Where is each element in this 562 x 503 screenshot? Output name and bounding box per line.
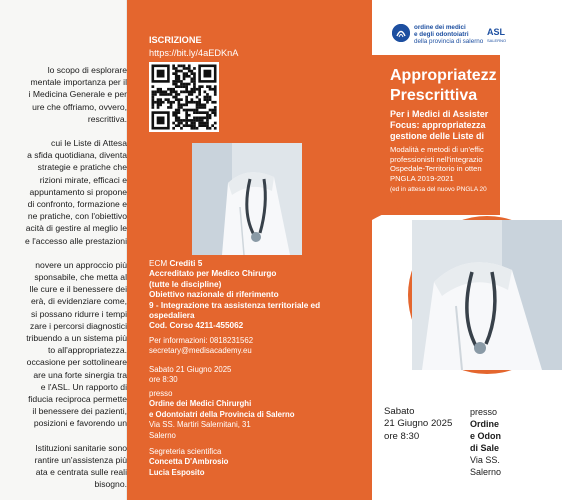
- segreteria-name: Concetta D'Ambrosio: [149, 457, 229, 467]
- event-subtitle-line: gestione delle Liste di: [390, 131, 485, 141]
- logo-line: e degli odontoiatri: [414, 31, 469, 39]
- event-description-line: Ospedale-Territorio in otten: [390, 164, 482, 174]
- qr-code-icon[interactable]: [149, 62, 219, 132]
- date-section: [149, 365, 231, 386]
- right-venue-line: e Odon: [470, 431, 501, 441]
- right-date: 21 Giugno 2025: [384, 418, 453, 430]
- segreteria-section: [149, 447, 228, 478]
- doctor-photo-large: [412, 220, 562, 370]
- event-title: [390, 66, 497, 106]
- right-venue-line: presso: [470, 407, 498, 417]
- venue-name: e Odontoiatri della Provincia di Salerno: [149, 409, 295, 419]
- ecm-section: [149, 259, 320, 332]
- event-description-line: Modalità e metodi di un'effic: [390, 145, 484, 154]
- intro-paragraph-4: Istituzioni sanitarie sono rantire un'assistenza più ata e centrata sulle reali bisogno.: [34, 442, 127, 490]
- right-panel: [372, 0, 507, 500]
- event-date: Sabato 21 Giugno 2025: [149, 365, 232, 374]
- ecm-line: Accreditato per Medico Chirurgo: [149, 269, 277, 279]
- event-subtitle-line: Per i Medici di Assister: [390, 109, 489, 119]
- iscrizione-title: ISCRIZIONE: [149, 35, 202, 45]
- segreteria-title: Segreteria scientifica: [149, 447, 222, 456]
- event-description-line: PNGLA 2019-2021: [390, 173, 454, 183]
- event-note: (ed in attesa del nuovo PNGLA 20: [390, 186, 487, 193]
- ecm-credits: Crediti 5: [169, 259, 203, 268]
- asl-subtitle: SALERNO: [487, 38, 507, 43]
- intro-paragraph-1: lo scopo di esplorare mentale importanza per il i Medicina Generale e per ure che offriamo, ovvero, rescrittiva.: [28, 65, 127, 124]
- right-venue-section: [470, 406, 501, 478]
- right-venue-line: Via SS.: [470, 455, 500, 465]
- event-subtitle-line: Focus: appropriatezza: [390, 120, 486, 130]
- right-venue-line: di Sale: [470, 443, 500, 453]
- iscrizione-link[interactable]: https://bit.ly/4aEDKnA: [149, 48, 239, 58]
- ecm-line: 9 - Integrazione tra assistenza territoriale ed: [149, 300, 321, 310]
- intro-text: [0, 64, 127, 503]
- doctor-photo-small: [192, 143, 302, 255]
- event-subtitle: [390, 109, 488, 142]
- ecm-course-code: Cod. Corso 4211-455062: [149, 321, 244, 331]
- asl-logo: ASL: [487, 27, 505, 37]
- ecm-line: Obiettivo nazionale di riferimento: [149, 290, 279, 300]
- info-phone: Per informazioni: 0818231562: [149, 336, 254, 345]
- event-description: [390, 145, 484, 183]
- right-venue-line: Salerno: [470, 467, 502, 477]
- right-venue-line: Ordine: [470, 419, 500, 429]
- event-description-line: professionisti nell'integrazio: [390, 154, 483, 164]
- ecm-line: (tutte le discipline): [149, 279, 222, 289]
- logo-line: ordine dei medici: [414, 24, 466, 31]
- ecm-header: [149, 259, 320, 269]
- medical-order-logo-icon: [392, 24, 410, 42]
- left-panel: [0, 0, 127, 500]
- info-email[interactable]: secretary@medisacademy.eu: [149, 346, 252, 356]
- intro-paragraph-3: novere un approccio più sponsabile, che metta al lle cure e il benessere dei erà, di evidenziare come, si possano ridurre i tempi zare i percorsi diagnostici tribuendo a un sistema più to all'appropriatezza. occasione per sottolineare are una forte sinergia tra e l'ASL. Un rapporto di fiducia reciproca permette il benessere dei pazienti, posizioni e favorendo un: [26, 259, 127, 429]
- segreteria-name: Lucia Esposito: [149, 467, 205, 477]
- venue-name: Ordine dei Medici Chirurghi: [149, 399, 252, 409]
- logo-line: della provincia di salerno: [414, 38, 484, 46]
- intro-paragraph-2: cui le Liste di Attesa a sfida quotidiana, diventa strategie e pratiche che rizioni mirate, efficaci e appuntamento si propone di confronto, formazione e ne pratiche, con l'obiettivo acità di gestire al meglio le e l'accesso alle prestazioni: [25, 138, 127, 246]
- venue-section: [149, 389, 295, 441]
- event-time: ore 8:30: [149, 375, 178, 385]
- right-time: ore 8:30: [384, 430, 420, 442]
- venue-prefix: presso: [149, 389, 173, 398]
- event-title-line: Appropriatezz: [390, 67, 497, 84]
- event-title-line: Prescrittiva: [390, 87, 478, 104]
- right-date-section: [384, 406, 452, 443]
- middle-panel: [127, 0, 372, 500]
- venue-city: Salerno: [149, 430, 176, 440]
- ecm-line: ospedaliera: [149, 311, 195, 321]
- right-date-day: Sabato: [384, 406, 415, 417]
- info-section: [149, 336, 253, 357]
- venue-address: Via SS. Martiri Salernitani, 31: [149, 420, 251, 430]
- ecm-label: ECM: [149, 259, 168, 268]
- organizer-name: [414, 24, 483, 45]
